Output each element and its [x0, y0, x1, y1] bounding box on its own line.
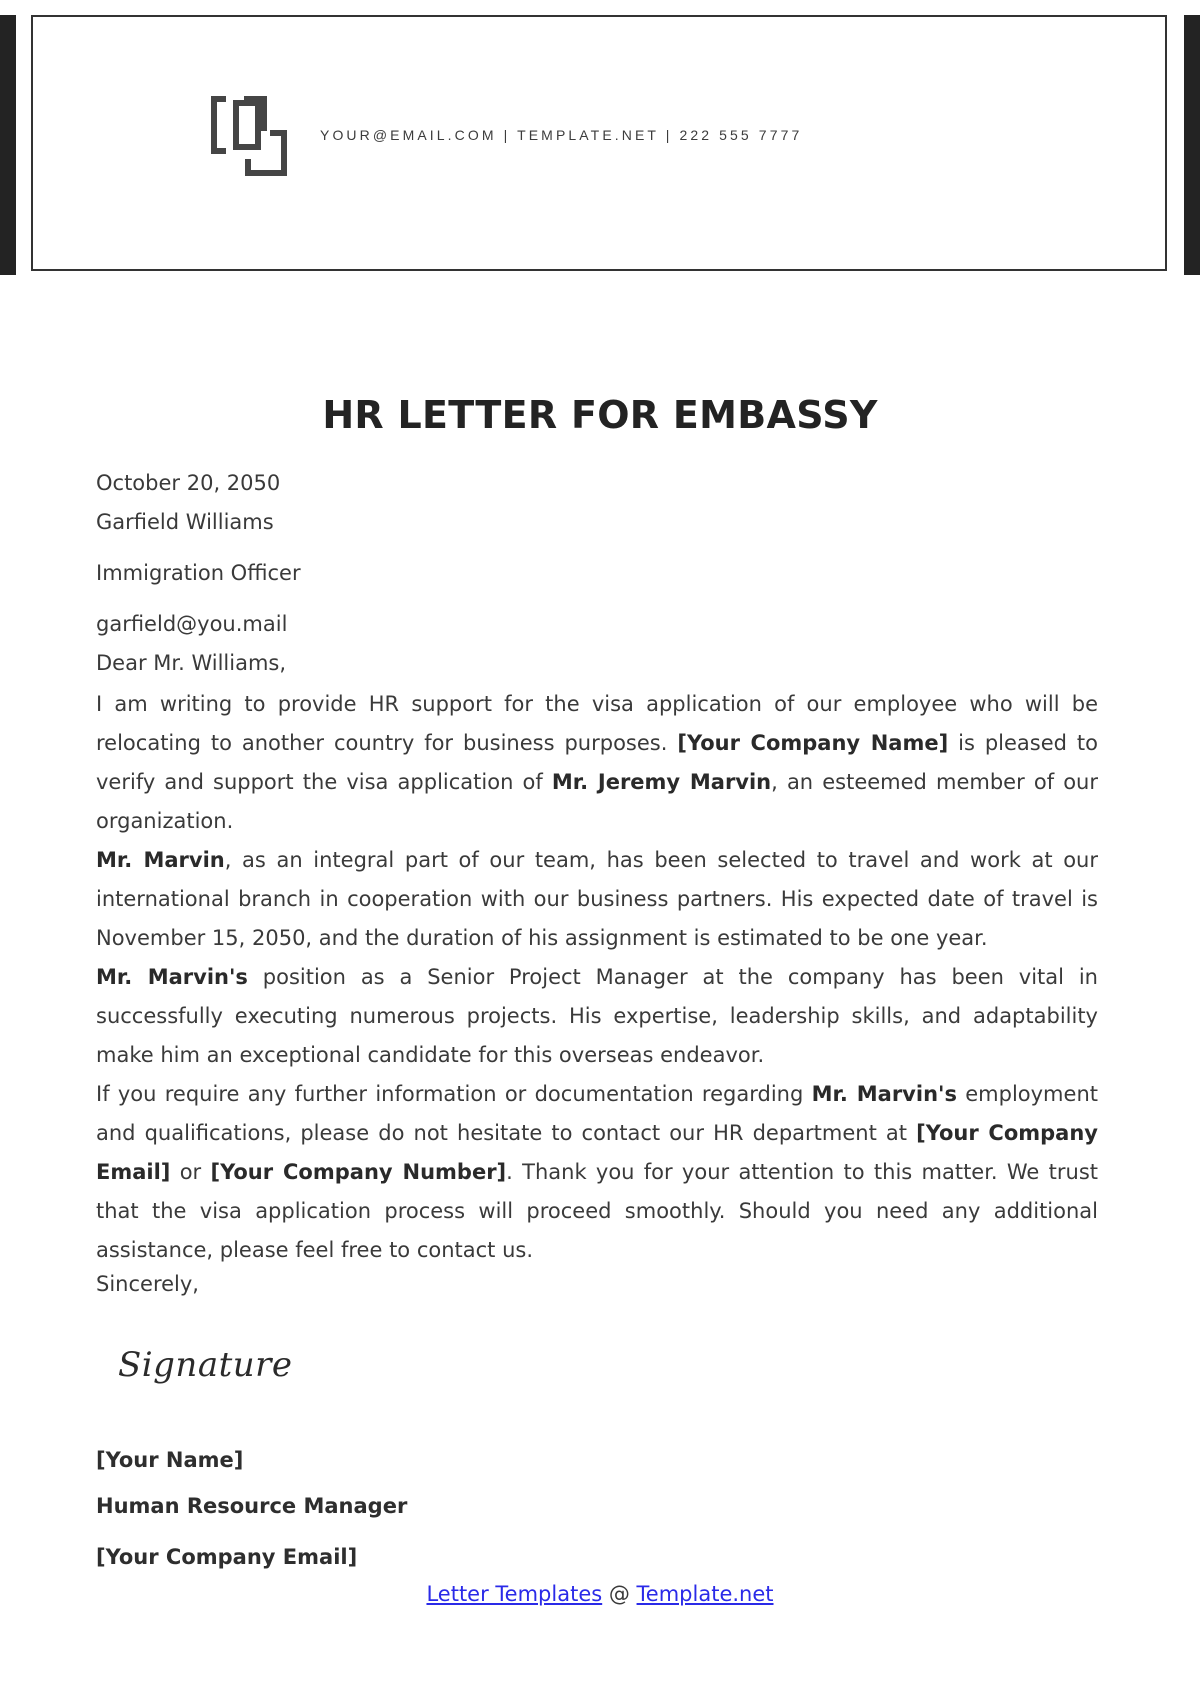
recipient-email: garfield@you.mail	[96, 612, 288, 636]
paragraph-4	[96, 1075, 1098, 1270]
letterhead	[31, 15, 1167, 271]
paragraph-1	[96, 685, 1098, 841]
p4-text-a: If you require any further information or documentation regarding	[96, 1082, 812, 1106]
footer-separator: @	[602, 1582, 637, 1606]
p4-employee: Mr. Marvin's	[811, 1082, 957, 1106]
signature-image: Signature	[118, 1345, 293, 1385]
p1-text-a: I am writing to provide HR support for the visa application of our employee who will be relocating to another country for business purposes.	[96, 692, 1098, 755]
salutation: Dear Mr. Williams,	[96, 651, 287, 675]
p4-company-number: [Your Company Number]	[210, 1160, 507, 1184]
p3-text-a: position as a Senior Project Manager at the company has been vital in successfully executing numerous projects. His expertise, leadership skills, and adaptability make him an exceptional candidate for this overseas endeavor.	[96, 965, 1098, 1067]
left-decor-bar	[0, 15, 16, 275]
p2-text-a: , as an integral part of our team, has been selected to travel and work at our international branch in cooperation with our business partners. His expected date of travel is November 15, 2050, and the duration of his assignment is estimated to be one year.	[96, 848, 1099, 950]
p4-text-b: employment and qualifications, please do not hesitate to contact our HR department at	[96, 1082, 1098, 1145]
page-title: HR LETTER FOR EMBASSY	[322, 393, 878, 437]
p1-text-b: is pleased to verify and support the visa application of	[96, 731, 1099, 794]
right-decor-bar	[1184, 15, 1200, 275]
signer-email: [Your Company Email]	[96, 1545, 358, 1569]
p4-text-c: or	[170, 1160, 211, 1184]
closing: Sincerely,	[96, 1272, 199, 1296]
signer-title: Human Resource Manager	[96, 1494, 408, 1518]
footer	[0, 1582, 1200, 1606]
paragraph-3	[96, 958, 1098, 1075]
paragraph-2	[96, 841, 1098, 958]
p1-company-name: [Your Company Name]	[677, 731, 949, 755]
p1-employee-name: Mr. Jeremy Marvin	[551, 770, 772, 794]
letter-templates-link[interactable]: Letter Templates	[426, 1582, 603, 1606]
p4-text-d: . Thank you for your attention to this matter. We trust that the visa application process will proceed smoothly. Should you need any additional assistance, please feel free to contact us.	[96, 1160, 1098, 1262]
p3-employee: Mr. Marvin's	[96, 965, 248, 989]
recipient-position: Immigration Officer	[96, 561, 301, 585]
template-net-link[interactable]: Template.net	[636, 1582, 774, 1606]
p2-employee: Mr. Marvin	[96, 848, 225, 872]
header-contact: YOUR@EMAIL.COM | TEMPLATE.NET | 222 555 7777	[320, 127, 803, 143]
p4-company-email: [Your Company Email]	[96, 1121, 1098, 1184]
letter-date: October 20, 2050	[96, 471, 281, 495]
signer-name: [Your Name]	[96, 1448, 244, 1472]
bracket-squares-logo-icon	[208, 93, 294, 179]
p1-text-c: , an esteemed member of our organization.	[96, 770, 1098, 833]
recipient-name: Garfield Williams	[96, 510, 274, 534]
